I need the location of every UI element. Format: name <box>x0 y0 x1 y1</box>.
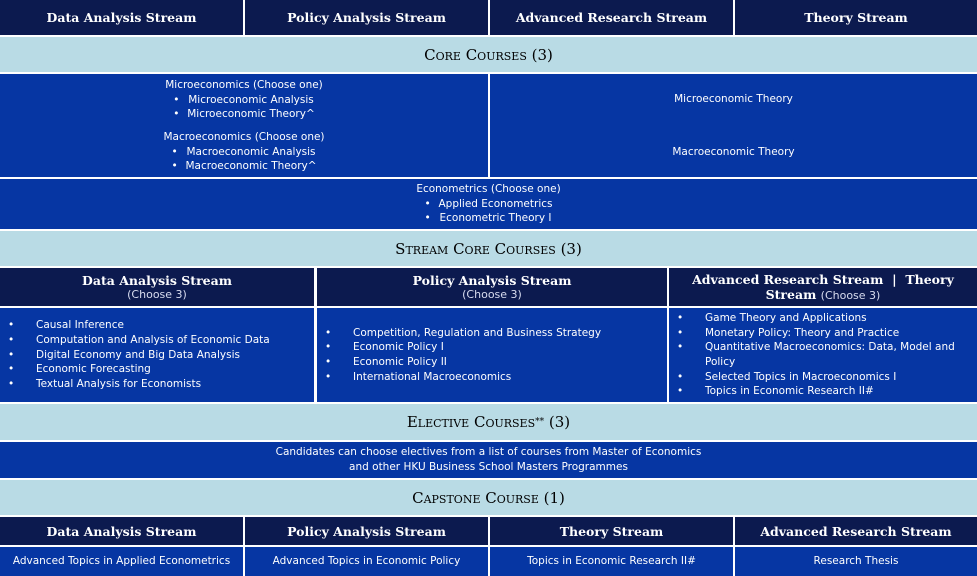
list-item: • Computation and Analysis of Economic Data <box>8 333 270 348</box>
list-item: • Econometric Theory I <box>424 211 552 226</box>
section-title: Stream Core Courses (3) <box>395 239 582 258</box>
list-item: • Microeconomic Theory^ <box>173 107 315 122</box>
elective-description <box>0 442 977 478</box>
capstone-course-label: Topics in Economic Research II# <box>527 555 696 568</box>
list-item: • Economic Policy II <box>325 355 601 370</box>
list-item: • Monetary Policy: Theory and Practice <box>677 326 955 341</box>
micro-group <box>0 78 488 122</box>
header-stream-label: Theory Stream <box>804 10 908 25</box>
capstone-stream-advanced <box>735 517 977 545</box>
capstone-stream-policy <box>245 517 488 545</box>
list-item: • Game Theory and Applications <box>677 311 955 326</box>
stream-core-title <box>0 231 977 266</box>
choose-count: (Choose 3) <box>127 288 187 301</box>
macro-heading: Macroeconomics (Choose one) <box>163 131 325 143</box>
column-title-continued: Stream <box>765 287 817 302</box>
list-item: • Microeconomic Analysis <box>173 93 315 108</box>
core-right-panel <box>490 74 977 177</box>
list-item: • Applied Econometrics <box>424 197 552 212</box>
header-stream-label: Advanced Research Stream <box>515 10 708 25</box>
capstone-stream-label: Theory Stream <box>559 523 664 539</box>
stream-core-header-policy <box>317 268 667 306</box>
list-item: • International Macroeconomics <box>325 370 601 385</box>
header-stream-data <box>0 0 243 35</box>
macro-group <box>0 130 488 174</box>
list-item: • Digital Economy and Big Data Analysis <box>8 348 270 363</box>
column-title: Data Analysis Stream <box>82 273 232 288</box>
stream-core-list-policy <box>317 308 667 402</box>
micro-theory-label: Microeconomic Theory <box>674 93 793 105</box>
header-stream-policy <box>245 0 488 35</box>
capstone-course-data <box>0 547 243 576</box>
choose-count: (Choose 3) <box>462 288 522 301</box>
capstone-stream-data <box>0 517 243 545</box>
macro-theory-label: Macroeconomic Theory <box>672 146 795 158</box>
section-title: Capstone Course (1) <box>412 488 565 507</box>
elective-line: and other HKU Business School Masters Programmes <box>349 461 628 473</box>
header-stream-label: Data Analysis Stream <box>46 10 197 25</box>
capstone-stream-label: Data Analysis Stream <box>46 523 197 539</box>
header-stream-label: Policy Analysis Stream <box>287 10 446 25</box>
section-title: Elective Courses <box>406 413 536 431</box>
section-count: (3) <box>544 413 571 431</box>
core-left-panel <box>0 74 488 177</box>
list-item: • Macroeconomic Analysis <box>171 145 316 160</box>
list-item: • Competition, Regulation and Business Strategy <box>325 326 601 341</box>
stream-core-header-data <box>0 268 314 306</box>
micro-heading: Microeconomics (Choose one) <box>165 79 323 91</box>
capstone-course-title <box>0 480 977 515</box>
list-item: • Quantitative Macroeconomics: Data, Model and <box>677 340 955 355</box>
list-item: • Causal Inference <box>8 318 270 333</box>
capstone-course-label: Advanced Topics in Economic Policy <box>272 555 461 568</box>
capstone-course-theory <box>490 547 733 576</box>
section-title: Core Courses (3) <box>424 45 553 64</box>
capstone-stream-theory <box>490 517 733 545</box>
capstone-course-policy <box>245 547 488 576</box>
stream-core-list-data <box>0 308 314 402</box>
capstone-course-label: Research Thesis <box>813 555 899 568</box>
column-title: Policy Analysis Stream <box>412 273 572 288</box>
list-item-continued: Policy <box>705 356 736 368</box>
list-item: • Macroeconomic Theory^ <box>171 159 316 174</box>
list-item: • Textual Analysis for Economists <box>8 377 270 392</box>
elective-courses-title <box>0 404 977 440</box>
header-stream-theory <box>735 0 977 35</box>
econometrics-panel <box>0 179 977 229</box>
list-item: • Topics in Economic Research II# <box>677 384 955 399</box>
core-courses-title <box>0 37 977 72</box>
capstone-stream-label: Policy Analysis Stream <box>287 523 446 539</box>
list-item: • Economic Forecasting <box>8 362 270 377</box>
capstone-course-advanced <box>735 547 977 576</box>
footnote-mark: ** <box>535 417 545 427</box>
econometrics-heading: Econometrics (Choose one) <box>416 182 561 195</box>
list-item: • Economic Policy I <box>325 340 601 355</box>
stream-core-header-advanced-theory <box>669 268 977 306</box>
header-stream-advanced <box>490 0 733 35</box>
elective-line: Candidates can choose electives from a list of courses from Master of Economics <box>275 446 702 459</box>
list-item: • Selected Topics in Macroeconomics I <box>677 370 955 385</box>
capstone-course-label: Advanced Topics in Applied Econometrics <box>12 555 231 568</box>
stream-core-list-advanced-theory <box>669 308 977 402</box>
choose-count: (Choose 3) <box>820 289 881 302</box>
column-title: Advanced Research Stream | Theory <box>692 272 954 287</box>
capstone-stream-label: Advanced Research Stream <box>760 523 952 539</box>
